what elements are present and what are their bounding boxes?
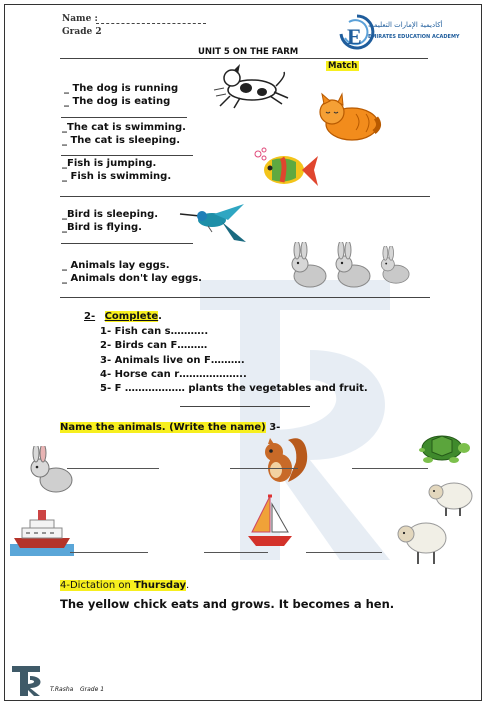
bird-icon xyxy=(178,202,252,248)
name-label: Name : xyxy=(62,14,98,24)
dictation-tail: . xyxy=(186,580,190,591)
complete-label: Complete xyxy=(104,311,159,322)
answer-blank[interactable] xyxy=(70,552,148,553)
match-line: _ Fish is swimming. xyxy=(62,171,172,182)
match-divider xyxy=(61,243,193,244)
sailboat-icon xyxy=(246,494,294,550)
match-line: _Fish is jumping. xyxy=(62,158,157,169)
complete-item: 1- Fish can s……….. xyxy=(100,326,209,337)
sheep-icon xyxy=(424,474,476,518)
match-line: _Bird is sleeping. xyxy=(62,209,159,220)
dog-icon xyxy=(212,62,292,110)
match-line: _ Animals lay eggs. xyxy=(62,260,170,271)
turtle-icon xyxy=(412,428,470,464)
dictation-sentence: The yellow chick eats and grows. It becomes a hen. xyxy=(60,597,395,611)
match-divider xyxy=(61,155,193,156)
name-blank xyxy=(96,23,206,24)
answer-blank[interactable] xyxy=(352,468,428,469)
complete-item: 3- Animals live on F………. xyxy=(100,355,245,366)
fish-icon xyxy=(252,146,322,194)
rabbit-icon xyxy=(26,446,76,496)
dictation-label: 4-Dictation on xyxy=(60,580,134,591)
name-animals-label: Name the animals. (Write the name) xyxy=(60,422,266,433)
answer-blank[interactable] xyxy=(230,468,298,469)
name-animals-heading xyxy=(60,422,280,433)
squirrel-icon xyxy=(258,432,312,488)
academy-name-english: EMIRATES EDUCATION ACADEMY xyxy=(368,34,460,40)
grade-label: Grade 2 xyxy=(62,27,102,37)
rabbit-icon xyxy=(288,242,332,290)
footer-author: T.Rasha xyxy=(50,686,74,693)
dictation-day: Thursday xyxy=(133,580,187,591)
match-divider xyxy=(61,117,187,118)
footer-logo-icon xyxy=(10,662,46,698)
ship-icon xyxy=(10,504,74,556)
svg-text:E: E xyxy=(347,24,362,49)
title-rule xyxy=(60,58,428,59)
name-animals-number: 3- xyxy=(265,422,281,433)
rabbit-icon xyxy=(332,242,376,290)
answer-blank[interactable] xyxy=(204,552,268,553)
match-line: _ The dog is eating xyxy=(64,96,171,107)
rabbit-icon xyxy=(378,246,414,286)
match-line: _Bird is flying. xyxy=(62,222,142,233)
dictation-heading xyxy=(60,580,189,591)
page-title: UNIT 5 ON THE FARM xyxy=(198,47,299,57)
complete-item: 5- F ……………… plants the vegetables and fruit. xyxy=(100,383,368,394)
answer-blank[interactable] xyxy=(67,468,159,469)
complete-heading xyxy=(84,311,162,322)
cat-icon xyxy=(316,92,382,144)
complete-heading-tail: . xyxy=(158,311,162,322)
match-line: _ The dog is running xyxy=(64,83,179,94)
match-line: _The cat is swimming. xyxy=(62,122,186,133)
academy-logo xyxy=(335,12,460,52)
match-line: _ Animals don't lay eggs. xyxy=(62,273,202,284)
footer-grade: Grade 1 xyxy=(80,686,105,693)
match-line: _ The cat is sleeping. xyxy=(62,135,181,146)
section-divider xyxy=(180,406,310,407)
complete-item: 4- Horse can r……………….. xyxy=(100,369,247,380)
academy-emblem-icon xyxy=(335,12,375,52)
section-divider xyxy=(60,297,430,298)
complete-number: 2- xyxy=(84,311,96,322)
complete-item: 2- Birds can F……… xyxy=(100,340,208,351)
answer-blank[interactable] xyxy=(306,552,382,553)
academy-name-arabic: أكاديمية الإمارات التعليمية xyxy=(368,21,443,29)
match-divider xyxy=(60,196,430,197)
watermark-logo-icon xyxy=(160,240,430,580)
match-label: Match xyxy=(328,61,358,71)
sheep-icon xyxy=(392,514,450,566)
